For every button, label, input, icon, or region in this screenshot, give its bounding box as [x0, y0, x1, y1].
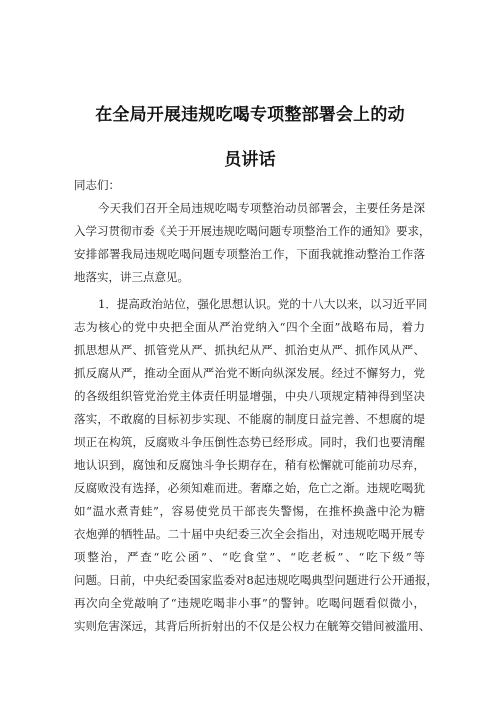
body-line: 衣炮弹的牺牲品。二十届中央纪委三次全会指出，对违规吃喝开展专 [74, 527, 425, 541]
body-line: 入学习贯彻市委《关于开展违规吃喝问题专项整治工作的通知》要求， [74, 224, 431, 238]
salutation: 同志们： [74, 178, 120, 192]
body-line: 的各级组织管党治党主体责任明显增强，中央八项规定精神得到坚决 [74, 389, 425, 403]
body-line: 地落实，讲三点意见。 [74, 270, 189, 284]
body-line: 问题。日前，中央纪委国家监委对8起违规吃喝典型问题进行公开通报， [74, 573, 438, 587]
body-line: 坝正在构筑，反腐败斗争压倒性态势已经形成。同时，我们也要清醒 [74, 435, 425, 449]
body-line: 实则危害深远，其背后所折射出的不仅是公权力在觥筹交错间被滥用、 [74, 619, 431, 633]
body-line: 再次向全党敲响了“违规吃喝非小事”的警钟。吃喝问题看似微小， [74, 596, 425, 610]
document-title-line-1: 在全局开展违规吃喝专项整部署会上的动 [95, 105, 405, 125]
body-line: 今天我们召开全局违规吃喝专项整治动员部署会，主要任务是深 [98, 201, 425, 215]
body-line: 反腐败没有选择，必须知难而进。奢靡之始，危亡之渐。违规吃喝犹 [74, 481, 425, 495]
body-line: 抓思想从严、抓管党从严、抓执纪从严、抓治吏从严、抓作风从严、 [74, 343, 425, 357]
body-line: 抓反腐从严，推动全面从严治党不断向纵深发展。经过不懈努力，党 [74, 366, 425, 380]
body-line: 项整治，严查“吃公函”、“吃食堂”、“吃老板”、“吃下级”等 [74, 550, 425, 564]
body-line: 志为核心的党中央把全面从严治党纳入“四个全面”战略布局，着力 [74, 320, 425, 334]
body-line: 地认识到，腐蚀和反腐蚀斗争长期存在，稍有松懈就可能前功尽弃， [74, 458, 425, 472]
body-line: 1．提高政治站位，强化思想认识。党的十八大以来，以习近平同 [98, 297, 428, 311]
body-line: 安排部署我局违规吃喝问题专项整治工作，下面我就推动整治工作落 [74, 247, 425, 261]
body-line: 落实，不敢腐的目标初步实现、不能腐的制度日益完善、不想腐的堤 [74, 412, 425, 426]
document-title-line-2: 员讲话 [224, 150, 276, 170]
body-line: 如“温水煮青蛙”，容易使党员干部丧失警惕，在推杯换盏中沦为糖 [74, 504, 425, 518]
